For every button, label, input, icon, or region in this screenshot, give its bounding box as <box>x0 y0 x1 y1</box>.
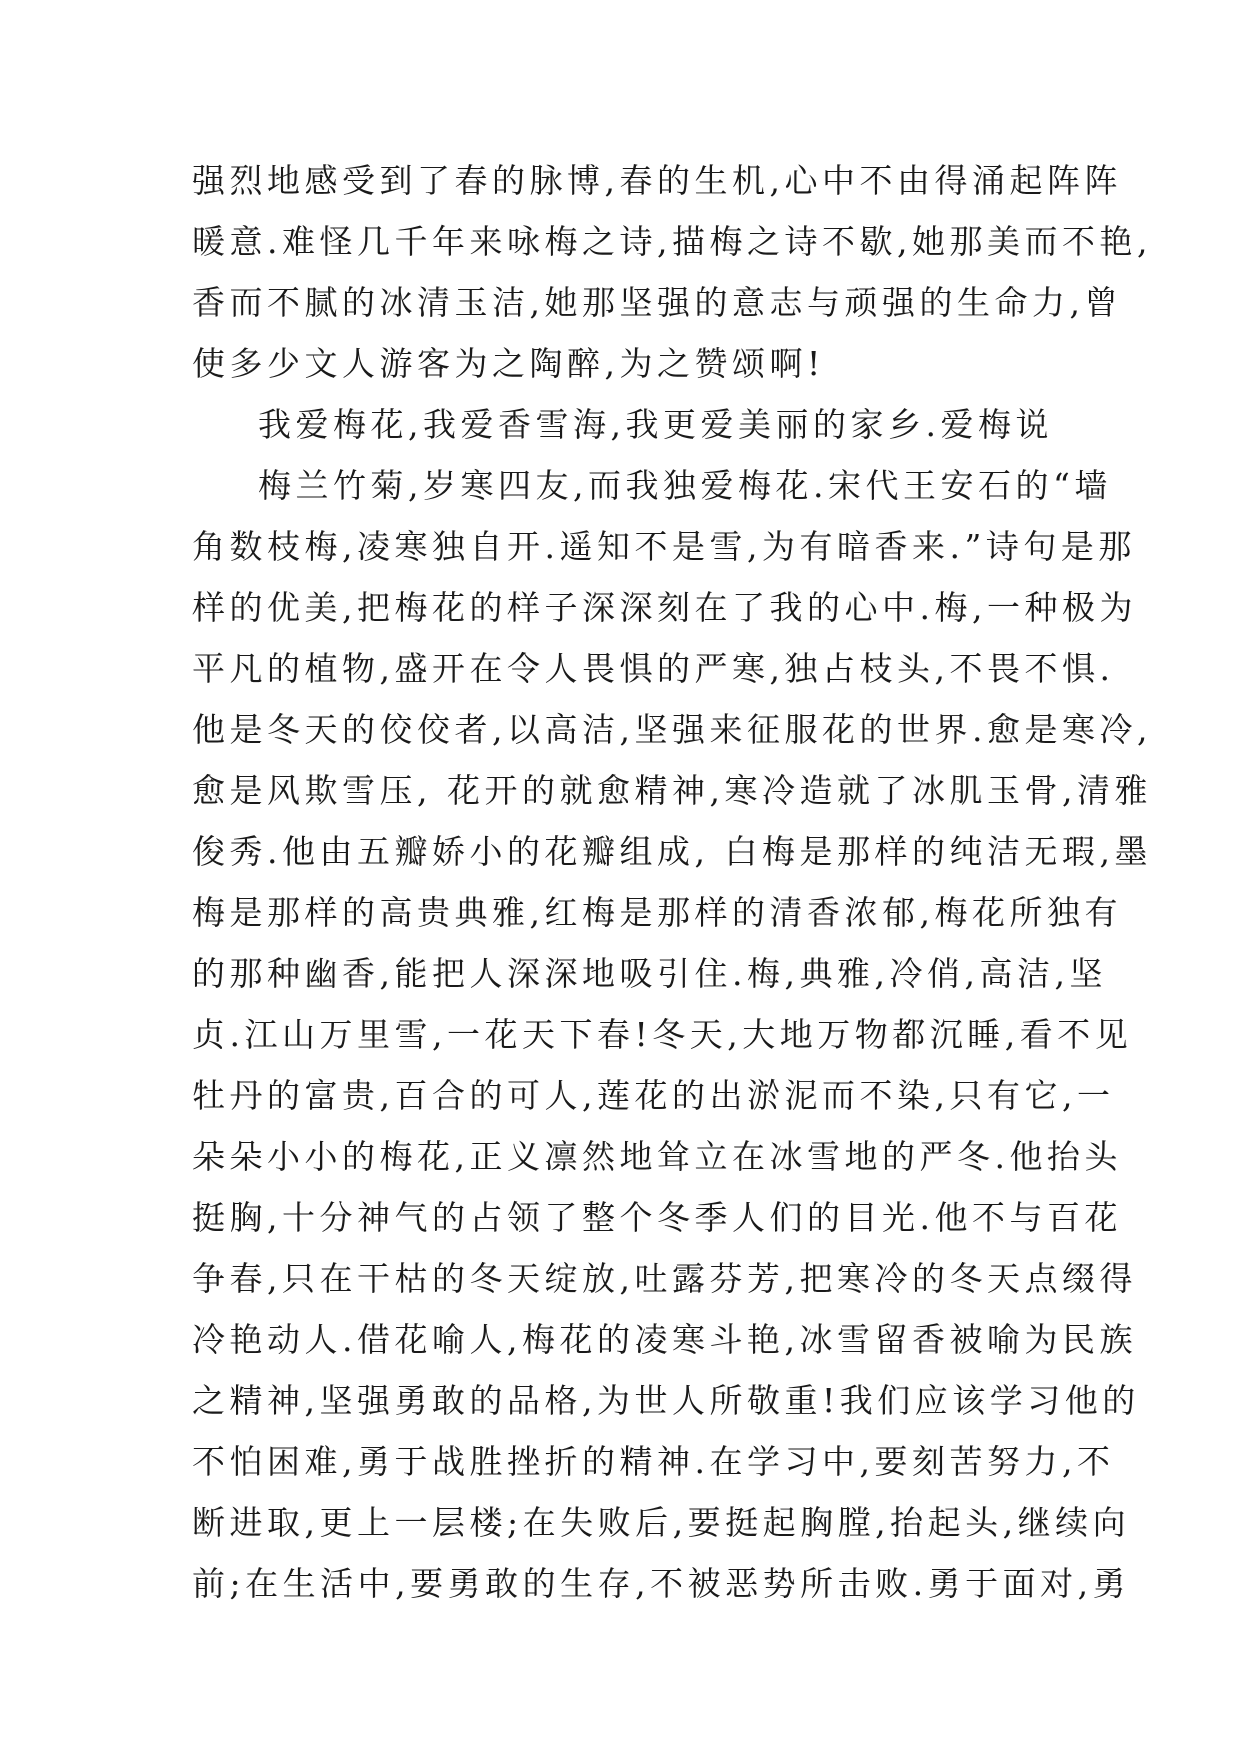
text-line: 强烈地感受到了春的脉博,春的生机,心中不由得涌起阵阵 <box>192 161 1122 200</box>
text-line: 之精神,坚强勇敢的品格,为世人所敬重!我们应该学习他的 <box>192 1381 1140 1420</box>
text-line: 他是冬天的佼佼者,以高洁,坚强来征服花的世界.愈是寒冷, <box>192 710 1152 749</box>
text-line: 贞.江山万里雪,一花天下春!冬天,大地万物都沉睡,看不见 <box>192 1015 1133 1054</box>
text-line: 样的优美,把梅花的样子深深刻在了我的心中.梅,一种极为 <box>192 588 1137 627</box>
text-line: 梅是那样的高贵典雅,红梅是那样的清香浓郁,梅花所独有 <box>192 893 1122 932</box>
text-line: 暖意.难怪几千年来咏梅之诗,描梅之诗不歇,她那美而不艳, <box>192 222 1152 261</box>
paragraph-first-line: 梅兰竹菊,岁寒四友,而我独爱梅花.宋代王安石的“墙 <box>258 466 1112 505</box>
text-line: 的那种幽香,能把人深深地吸引住.梅,典雅,冷俏,高洁,坚 <box>192 954 1107 993</box>
text-line: 平凡的植物,盛开在令人畏惧的严寒,独占枝头,不畏不惧. <box>192 649 1115 688</box>
text-line: 不怕困难,勇于战胜挫折的精神.在学习中,要刻苦努力,不 <box>192 1442 1115 1481</box>
text-line: 使多少文人游客为之陶醉,为之赞颂啊! <box>192 344 825 383</box>
text-line: 朵朵小小的梅花,正义凛然地耸立在冰雪地的严冬.他抬头 <box>192 1137 1122 1176</box>
text-line: 断进取,更上一层楼;在失败后,要挺起胸膛,抬起头,继续向 <box>192 1503 1131 1542</box>
text-line: 角数枝梅,凌寒独自开.遥知不是雪,为有暗香来.”诗句是那 <box>192 527 1136 566</box>
body-text <box>192 150 1152 1614</box>
text-line: 愈是风欺雪压, 花开的就愈精神,寒冷造就了冰肌玉骨,清雅 <box>192 771 1152 810</box>
text-line: 牡丹的富贵,百合的可人,莲花的出淤泥而不染,只有它,一 <box>192 1076 1115 1115</box>
text-line: 争春,只在干枯的冬天绽放,吐露芬芳,把寒冷的冬天点缀得 <box>192 1259 1137 1298</box>
text-line: 冷艳动人.借花喻人,梅花的凌寒斗艳,冰雪留香被喻为民族 <box>192 1320 1137 1359</box>
text-line: 香而不腻的冰清玉洁,她那坚强的意志与顽强的生命力,曾 <box>192 283 1122 322</box>
text-line: 挺胸,十分神气的占领了整个冬季人们的目光.他不与百花 <box>192 1198 1122 1237</box>
text-line: 俊秀.他由五瓣娇小的花瓣组成, 白梅是那样的纯洁无瑕,墨 <box>192 832 1152 871</box>
paragraph-first-line: 我爱梅花,我爱香雪海,我更爱美丽的家乡.爱梅说 <box>258 405 1053 444</box>
text-line: 前;在生活中,要勇敢的生存,不被恶势所击败.勇于面对,勇 <box>192 1564 1131 1603</box>
